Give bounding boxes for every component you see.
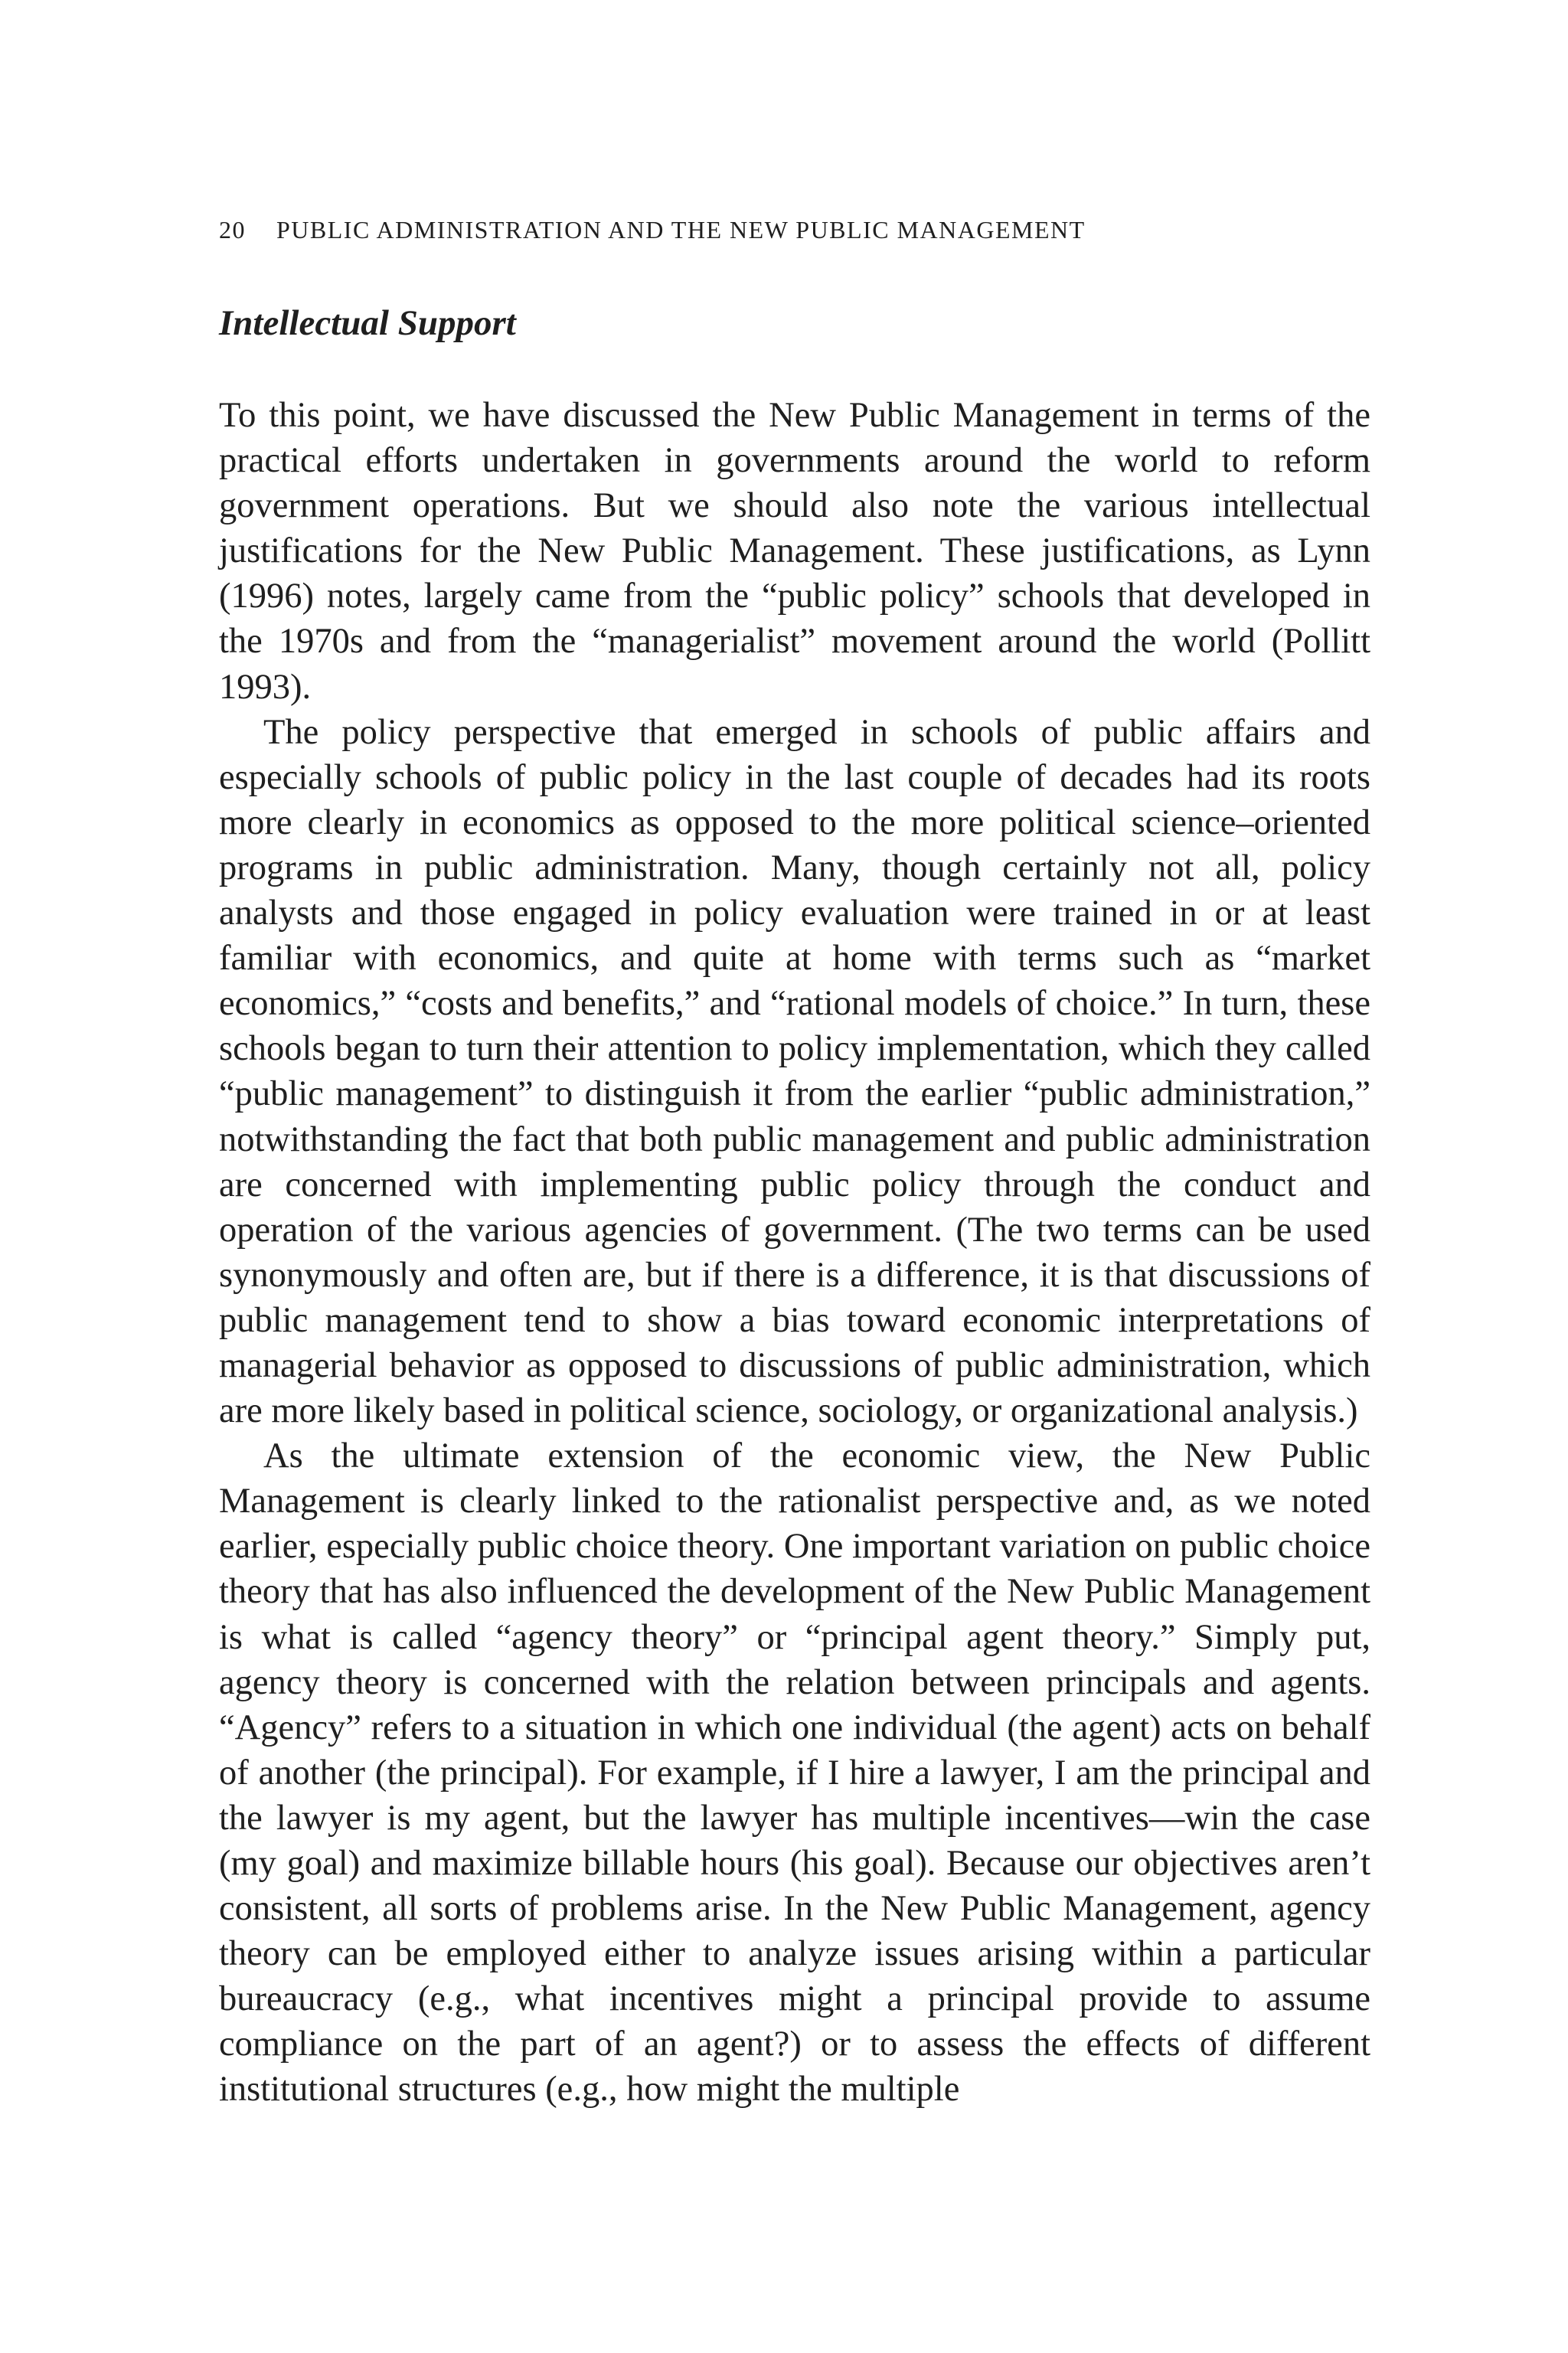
paragraph-1: To this point, we have discussed the New Public Management in terms of the practical efforts undertaken in governments around the world to reform government operations. But we should also note the various intellectual justifications for the New Public Management. These justifications, as Lynn (1996) notes, largely came from the “public policy” schools that developed in the 1970s and from the “managerialist” movement around the world (Pollitt 1993). xyxy=(219,396,1370,707)
body-text xyxy=(219,393,1370,2113)
paragraph-3: As the ultimate extension of the economic view, the New Public Management is clearly linked to the rationalist perspective and, as we noted earlier, especially public choice theory. One important variation on public choice theory that has also influenced the development of the New Public Management is what is called “agency theory” or “principal agent theory.” Simply put, agency theory is concerned with the relation between principals and agents. “Agency” refers to a situation in which one individual (the agent) acts on behalf of another (the principal). For example, if I hire a lawyer, I am the principal and the lawyer is my agent, but the lawyer has multiple incentives—win the case (my goal) and maximize billable hours (his goal). Because our objectives aren’t consistent, all sorts of problems arise. In the New Public Management, agency theory can be employed either to analyze issues arising within a particular bureaucracy (e.g., what incentives might a principal provide to assume compliance on the part of an agent?) or to assess the effects of different institutional structures (e.g., how might the multiple xyxy=(219,1436,1370,2110)
page-number: 20 xyxy=(219,216,246,243)
running-title: PUBLIC ADMINISTRATION AND THE NEW PUBLIC MANAGEMENT xyxy=(276,216,1086,243)
section-heading: Intellectual Support xyxy=(219,303,516,343)
running-header xyxy=(219,214,1370,245)
paragraph-2: The policy perspective that emerged in schools of public affairs and especially schools of public policy in the last couple of decades had its roots more clearly in economics as opposed to the more political science–oriented programs in public administration. Many, though certainly not all, policy analysts and those engaged in policy evaluation were trained in or at least familiar with economics, and quite at home with terms such as “market economics,” “costs and benefits,” and “rational models of choice.” In turn, these schools began to turn their attention to policy implementation, which they called “public management” to distinguish it from the earlier “public administration,” notwithstanding the fact that both public management and public administration are concerned with implementing public policy through the conduct and operation of the various agencies of government. (The two terms can be used synonymously and often are, but if there is a difference, it is that discussions of public management tend to show a bias toward economic interpretations of managerial behavior as opposed to discussions of public administration, which are more likely based in political science, sociology, or organizational analysis.) xyxy=(219,712,1370,1431)
